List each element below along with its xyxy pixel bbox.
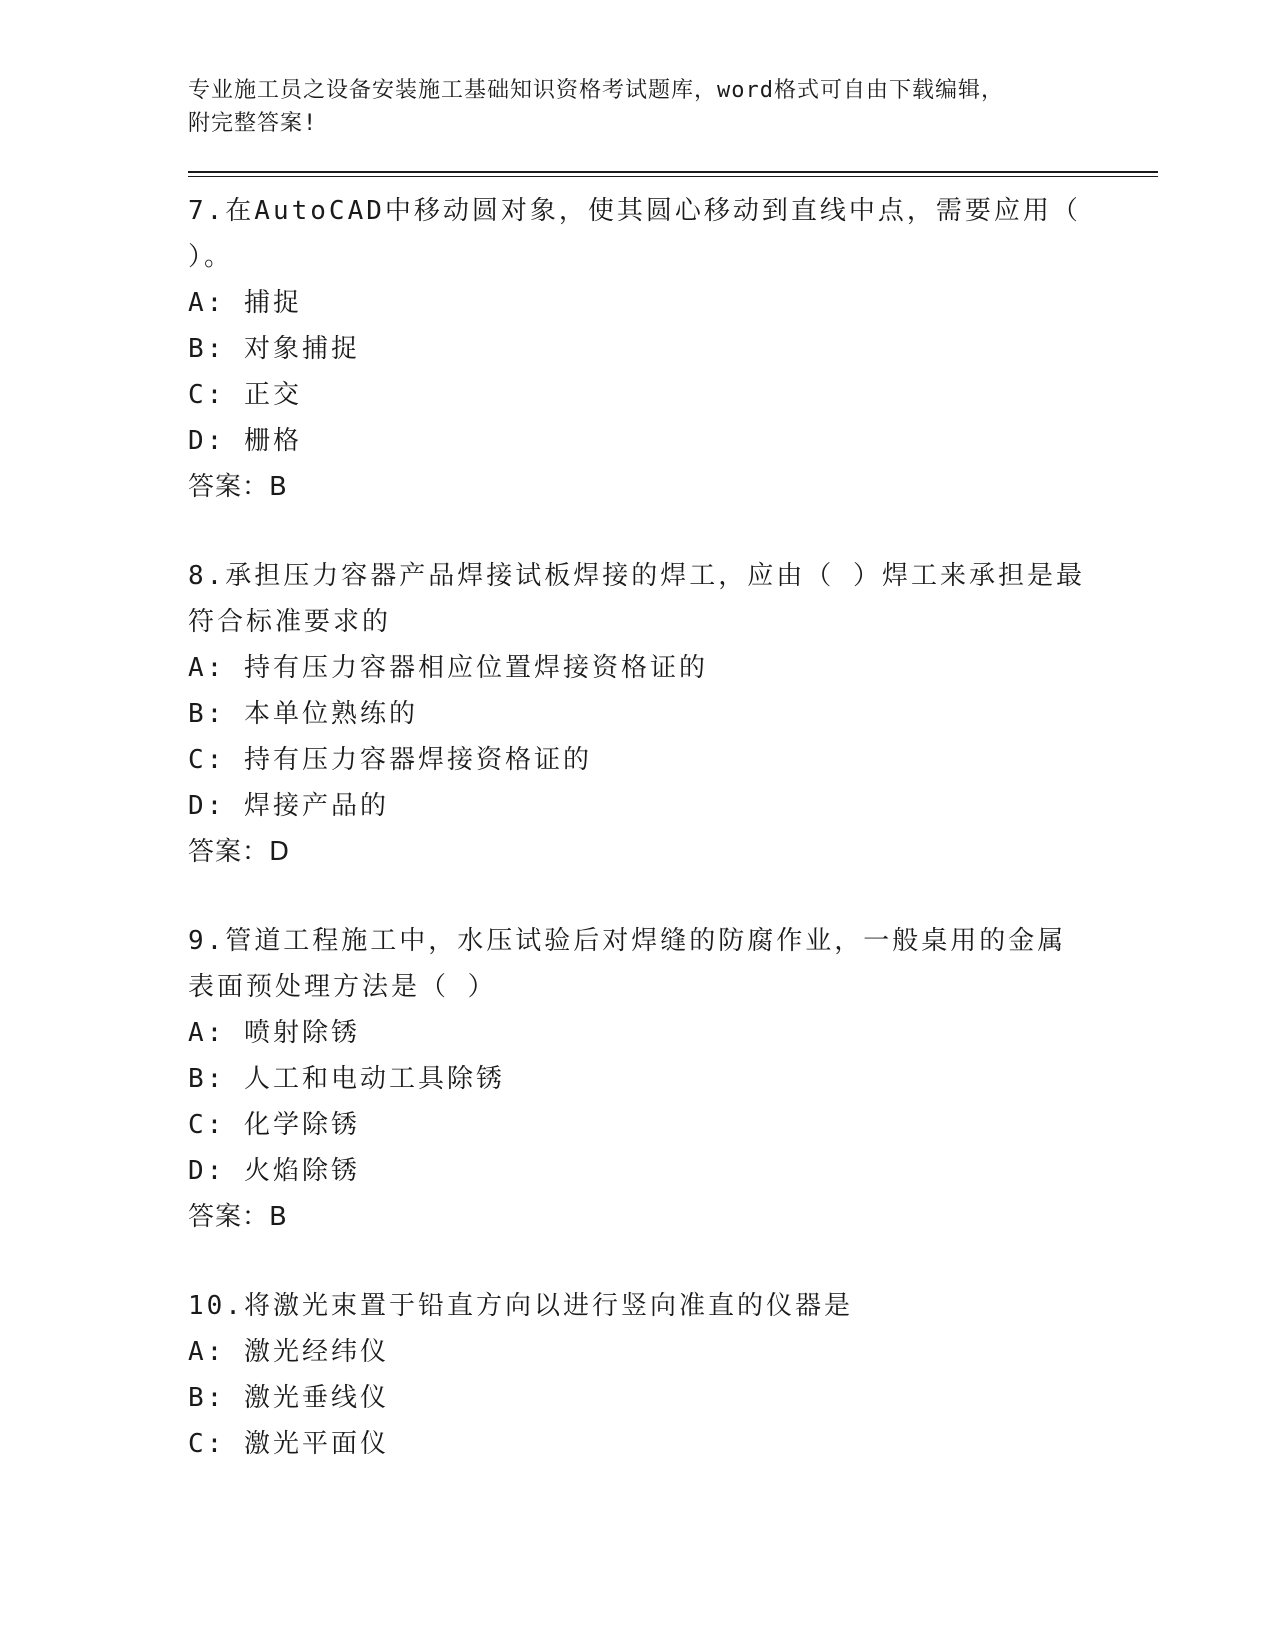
header-divider xyxy=(188,171,1158,177)
question-7 xyxy=(188,188,1158,510)
question-stem-line: ）。 xyxy=(188,242,234,272)
answer-line: 答案：B xyxy=(188,472,288,502)
option-a: A: 捕捉 xyxy=(188,288,302,318)
option-d: D: 火焰除锈 xyxy=(188,1156,360,1186)
document-page xyxy=(188,74,1158,1510)
header-line-1: 专业施工员之设备安装施工基础知识资格考试题库，word格式可自由下载编辑， xyxy=(188,78,1004,103)
question-10 xyxy=(188,1283,1158,1467)
question-stem-line: 9.管道工程施工中，水压试验后对焊缝的防腐作业，一般桌用的金属 xyxy=(188,926,1067,956)
option-c: C: 激光平面仪 xyxy=(188,1429,389,1459)
option-a: A: 持有压力容器相应位置焊接资格证的 xyxy=(188,653,708,683)
question-list xyxy=(188,188,1158,1467)
option-b: B: 激光垂线仪 xyxy=(188,1383,389,1413)
option-d: D: 焊接产品的 xyxy=(188,791,389,821)
option-b: B: 对象捕捉 xyxy=(188,334,360,364)
header-line-2: 附完整答案! xyxy=(188,111,318,136)
answer-line: 答案：D xyxy=(188,837,291,867)
question-stem-line: 7.在AutoCAD中移动圆对象，使其圆心移动到直线中点，需要应用（ xyxy=(188,196,1081,226)
answer-line: 答案：B xyxy=(188,1202,288,1232)
option-d: D: 栅格 xyxy=(188,426,302,456)
option-c: C: 正交 xyxy=(188,380,302,410)
question-stem-line: 表面预处理方法是（ ） xyxy=(188,972,497,1002)
document-header xyxy=(188,74,1158,140)
option-a: A: 激光经纬仪 xyxy=(188,1337,389,1367)
option-a: A: 喷射除锈 xyxy=(188,1018,360,1048)
question-stem-line: 8.承担压力容器产品焊接试板焊接的焊工，应由（ ）焊工来承担是最 xyxy=(188,561,1085,591)
option-b: B: 本单位熟练的 xyxy=(188,699,418,729)
option-b: B: 人工和电动工具除锈 xyxy=(188,1064,505,1094)
question-9 xyxy=(188,918,1158,1240)
question-stem-line: 10.将激光束置于铅直方向以进行竖向准直的仪器是 xyxy=(188,1291,853,1321)
option-c: C: 持有压力容器焊接资格证的 xyxy=(188,745,592,775)
question-stem-line: 符合标准要求的 xyxy=(188,607,392,637)
question-8 xyxy=(188,553,1158,875)
option-c: C: 化学除锈 xyxy=(188,1110,360,1140)
